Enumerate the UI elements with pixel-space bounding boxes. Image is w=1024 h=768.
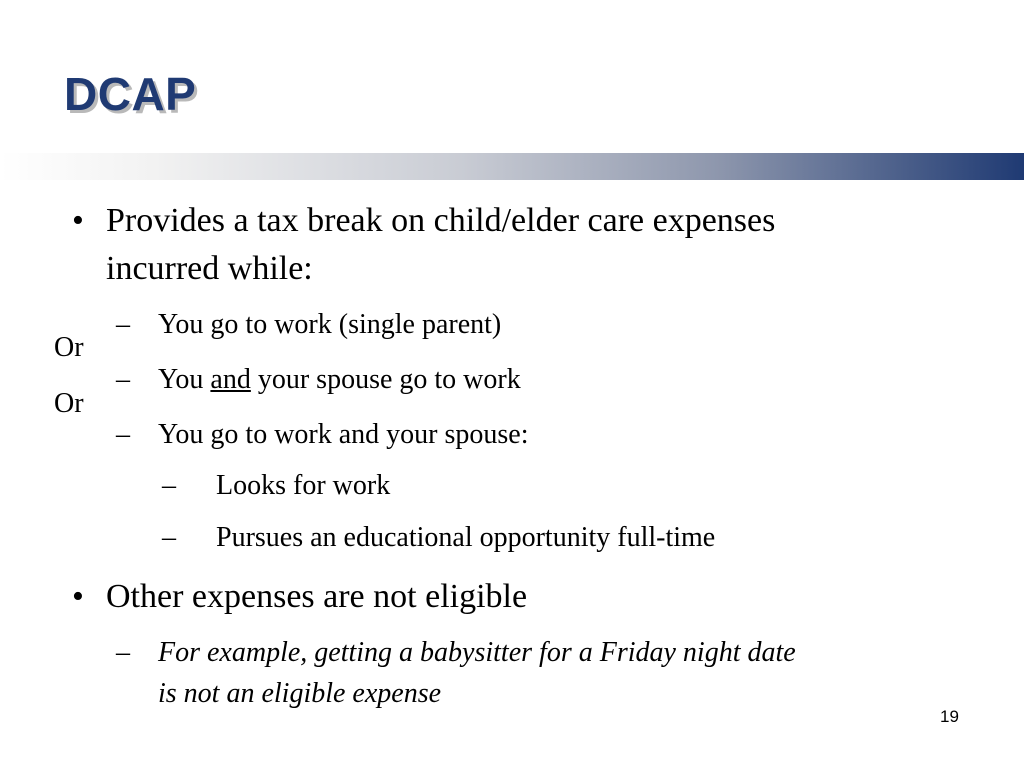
title-divider-bar	[0, 153, 1024, 180]
dash-marker: –	[162, 522, 176, 553]
sub-bullet-example-line2: is not an eligible expense	[158, 678, 442, 709]
slide-title: DCAP	[64, 68, 197, 120]
dash-marker: –	[162, 470, 176, 501]
bullet-text-line2: incurred while:	[106, 250, 313, 287]
or-label-2: Or	[54, 388, 84, 419]
underlined-and: and	[210, 364, 251, 395]
sub-bullet-text: You go to work (single parent)	[158, 309, 502, 340]
dash-marker: –	[116, 364, 130, 395]
or-label-1: Or	[54, 332, 84, 363]
dash-marker: –	[116, 637, 130, 668]
bullet-text: Other expenses are not eligible	[106, 578, 528, 615]
bullet-marker: •	[72, 578, 84, 615]
dash-marker: –	[116, 309, 130, 340]
page-number: 19	[940, 707, 959, 726]
bullet-marker: •	[72, 202, 84, 239]
sub-bullet-example-line1: For example, getting a babysitter for a Friday night date	[158, 637, 796, 668]
sub-bullet-text-after: your spouse go to work	[250, 364, 521, 395]
sub-sub-bullet-text: Pursues an educational opportunity full-time	[216, 522, 716, 553]
sub-bullet-text-before: You	[158, 364, 211, 395]
dash-marker: –	[116, 419, 130, 450]
sub-bullet-text: You go to work and your spouse:	[158, 419, 529, 450]
sub-bullet-text	[158, 360, 958, 400]
bullet-text-line1: Provides a tax break on child/elder care expenses	[106, 202, 776, 239]
sub-sub-bullet-text: Looks for work	[216, 470, 391, 501]
